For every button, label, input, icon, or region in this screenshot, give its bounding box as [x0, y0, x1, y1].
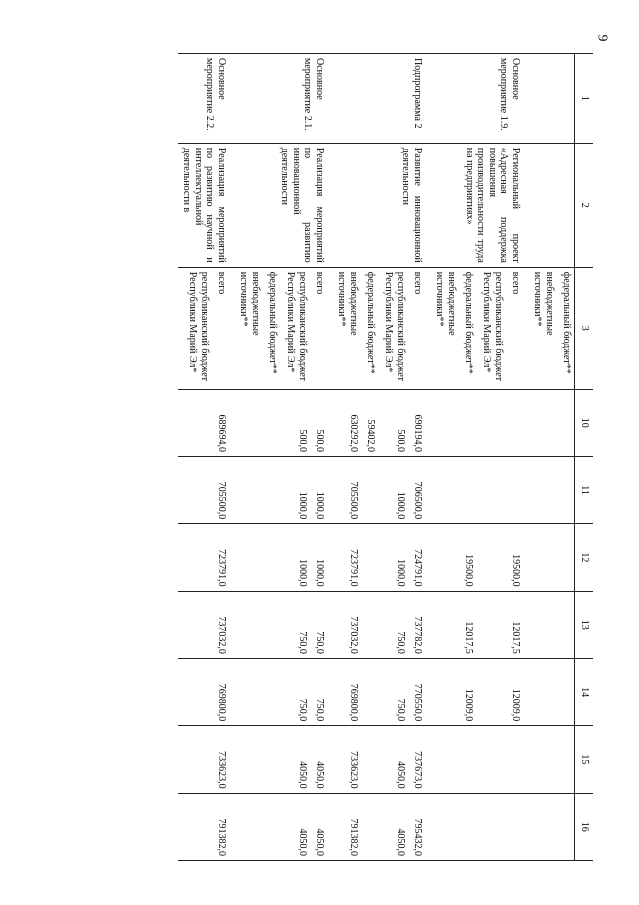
value: 4050,0	[314, 761, 325, 789]
value	[504, 798, 521, 856]
table-row	[229, 54, 327, 861]
value	[359, 528, 376, 586]
value: 4050,0	[297, 761, 308, 789]
value-cell-col-16	[327, 793, 425, 860]
value-cell-col-14	[229, 658, 327, 725]
value	[359, 798, 376, 856]
value: 1000,0	[314, 559, 325, 587]
value-cell-col-15	[178, 726, 229, 793]
value-cell-col-15	[327, 726, 425, 793]
value	[261, 730, 278, 788]
funding-source-label: федеральный бюджет**	[463, 271, 474, 374]
value	[525, 596, 555, 654]
value	[427, 663, 457, 721]
row-label: Основное мероприятие 2.2.	[178, 54, 229, 144]
row-label: Основное мероприятие 2.1.	[229, 54, 327, 144]
value	[261, 798, 278, 856]
value	[231, 798, 261, 856]
value	[525, 663, 555, 721]
column-header-1: 1	[575, 54, 594, 144]
value	[474, 394, 504, 452]
column-header-12: 12	[575, 524, 594, 591]
value-cell-col-13	[229, 591, 327, 658]
value	[474, 798, 504, 856]
value: 705500,0	[216, 481, 227, 520]
value-cell-col-10	[178, 389, 229, 456]
value-cell-col-11	[327, 456, 425, 523]
column-header-15: 15	[575, 726, 594, 793]
value	[474, 596, 504, 654]
value: 630292,0	[348, 414, 359, 452]
funding-sources	[327, 267, 425, 389]
funding-sources	[178, 267, 229, 389]
value	[231, 663, 261, 721]
value	[180, 596, 210, 654]
value: 769800,0	[216, 683, 227, 722]
column-header-10: 10	[575, 389, 594, 456]
value: 723791,0	[216, 549, 227, 587]
value	[525, 528, 555, 586]
value-cell-col-12	[523, 524, 575, 591]
value: 737032,0	[216, 616, 227, 654]
value-cell-col-15	[425, 726, 523, 793]
value-cell-col-10	[523, 389, 575, 456]
value-cell-col-13	[178, 591, 229, 658]
value	[474, 663, 504, 721]
funding-source-label: республиканский бюджет Республики Марий Эл*	[187, 271, 210, 382]
table-row	[425, 54, 523, 861]
value: 750,0	[297, 631, 308, 654]
value: 770550,0	[412, 683, 423, 722]
value: 706500,0	[412, 481, 423, 520]
funding-source-label: федеральный бюджет**	[267, 271, 278, 374]
value: 4050,0	[297, 828, 308, 856]
value: 791382,0	[216, 818, 227, 856]
column-header-16: 16	[575, 793, 594, 860]
funding-source-label: внебюджетные источники**	[238, 271, 261, 336]
value: 12009,0	[510, 688, 521, 722]
value: 689694,0	[216, 414, 227, 452]
value-cell-col-11	[178, 456, 229, 523]
value	[231, 596, 261, 654]
value	[555, 663, 572, 721]
value-cell-col-16	[178, 793, 229, 860]
value: 12017,5	[510, 621, 521, 654]
row-description: Региональный проект «Адресная поддержка повышения производительности труда на предприятиях»	[425, 143, 523, 267]
value: 750,0	[314, 698, 325, 722]
value-cell-col-15	[229, 726, 327, 793]
value: 1000,0	[395, 491, 406, 520]
value-cell-col-16	[229, 793, 327, 860]
value	[504, 461, 521, 519]
funding-source-label: республиканский бюджет Республики Марий Эл*	[285, 271, 308, 382]
value	[525, 394, 555, 452]
value: 795432,0	[412, 818, 423, 856]
value	[474, 461, 504, 519]
funding-source-label: внебюджетные источники**	[532, 271, 555, 336]
value-cell-col-11	[523, 456, 575, 523]
value	[525, 730, 555, 788]
value	[261, 394, 278, 452]
funding-sources	[229, 267, 327, 389]
row-description: Реализация мероприятий по развитию научной и интеллектуальной деятельности в	[178, 143, 229, 267]
column-header-13: 13	[575, 591, 594, 658]
value: 737032,0	[348, 616, 359, 654]
value	[231, 461, 261, 519]
funding-source-label: внебюджетные источники**	[336, 271, 359, 336]
budget-table-rotated	[113, 53, 593, 861]
value: 769800,0	[348, 683, 359, 722]
value-cell-col-12	[425, 524, 523, 591]
row-label: Подпрограмма 2	[327, 54, 425, 144]
value	[427, 461, 457, 519]
budget-table	[178, 53, 593, 861]
funding-source-label: республиканский бюджет Республики Марий Эл*	[481, 271, 504, 382]
value-cell-col-13	[425, 591, 523, 658]
value-cell-col-10	[425, 389, 523, 456]
value-cell-col-11	[425, 456, 523, 523]
value: 1000,0	[314, 491, 325, 520]
value-cell-col-14	[425, 658, 523, 725]
value	[231, 394, 261, 452]
value-cell-col-16	[425, 793, 523, 860]
funding-sources	[523, 267, 575, 389]
value-cell-col-10	[229, 389, 327, 456]
value: 500,0	[395, 429, 406, 452]
value-cell-col-12	[178, 524, 229, 591]
value	[359, 730, 376, 788]
row-label	[523, 54, 575, 144]
value	[231, 730, 261, 788]
value: 750,0	[297, 698, 308, 722]
value	[261, 663, 278, 721]
value: 737782,0	[412, 616, 423, 654]
value	[427, 798, 457, 856]
value: 750,0	[395, 698, 406, 722]
value: 723791,0	[348, 549, 359, 587]
table-body	[178, 54, 575, 861]
value: 750,0	[314, 631, 325, 654]
value: 19500,0	[510, 554, 521, 587]
value	[180, 461, 210, 519]
funding-source-label: всего	[216, 271, 227, 295]
value	[555, 461, 572, 519]
value: 733623,0	[348, 751, 359, 789]
value	[231, 528, 261, 586]
value: 12017,5	[463, 621, 474, 654]
funding-sources	[425, 267, 523, 389]
value	[474, 730, 504, 788]
value	[427, 528, 457, 586]
value: 59402,0	[365, 419, 376, 452]
value	[427, 394, 457, 452]
value	[261, 596, 278, 654]
funding-source-label: всего	[314, 271, 325, 295]
value: 12009,0	[463, 688, 474, 722]
header-row	[575, 54, 594, 861]
value-cell-col-12	[327, 524, 425, 591]
column-header-11: 11	[575, 456, 594, 523]
value: 690194,0	[412, 414, 423, 452]
value: 791382,0	[348, 818, 359, 856]
value-cell-col-16	[523, 793, 575, 860]
value: 1000,0	[395, 559, 406, 587]
table-row	[327, 54, 425, 861]
value: 737673,0	[412, 751, 423, 789]
value	[180, 663, 210, 721]
value	[555, 596, 572, 654]
value-cell-col-13	[327, 591, 425, 658]
table-row	[178, 54, 229, 861]
value: 1000,0	[297, 559, 308, 587]
value: 733623,0	[216, 751, 227, 789]
value	[457, 461, 474, 519]
value-cell-col-12	[229, 524, 327, 591]
value	[427, 730, 457, 788]
value	[261, 528, 278, 586]
value-cell-col-13	[523, 591, 575, 658]
column-header-2: 2	[575, 143, 594, 267]
funding-source-label: всего	[412, 271, 423, 295]
value-cell-col-10	[327, 389, 425, 456]
value	[525, 461, 555, 519]
row-description: Реализация мероприятий по развитию инновационной деятельности	[229, 143, 327, 267]
row-description	[523, 143, 575, 267]
value	[180, 798, 210, 856]
value-cell-col-14	[327, 658, 425, 725]
value-cell-col-11	[229, 456, 327, 523]
value	[359, 596, 376, 654]
value	[555, 730, 572, 788]
value	[180, 528, 210, 586]
table-row	[523, 54, 575, 861]
value	[504, 394, 521, 452]
funding-source-label: республиканский бюджет Республики Марий Эл*	[383, 271, 406, 382]
value	[359, 461, 376, 519]
value: 1000,0	[297, 491, 308, 520]
value	[359, 663, 376, 721]
value	[474, 528, 504, 586]
value-cell-col-14	[523, 658, 575, 725]
funding-source-label: всего	[510, 271, 521, 295]
value	[457, 730, 474, 788]
value	[525, 798, 555, 856]
funding-source-label: федеральный бюджет**	[561, 271, 572, 374]
value	[180, 730, 210, 788]
value: 750,0	[395, 631, 406, 654]
value: 4050,0	[395, 761, 406, 789]
value	[261, 461, 278, 519]
value	[457, 394, 474, 452]
value	[457, 798, 474, 856]
value	[504, 730, 521, 788]
value: 500,0	[314, 429, 325, 452]
value	[555, 528, 572, 586]
funding-source-label: внебюджетные источники**	[434, 271, 457, 336]
value	[555, 394, 572, 452]
value: 500,0	[297, 429, 308, 452]
value: 4050,0	[395, 828, 406, 856]
row-description: Развитие инновационной деятельности	[327, 143, 425, 267]
page-number: 9	[594, 34, 610, 42]
value	[180, 394, 210, 452]
value-cell-col-15	[523, 726, 575, 793]
column-header-14: 14	[575, 658, 594, 725]
column-header-3: 3	[575, 267, 594, 389]
value: 19500,0	[463, 554, 474, 587]
value: 705500,0	[348, 481, 359, 520]
value-cell-col-14	[178, 658, 229, 725]
row-label: Основное мероприятие 1.9.	[425, 54, 523, 144]
value	[427, 596, 457, 654]
funding-source-label: федеральный бюджет**	[365, 271, 376, 374]
value	[555, 798, 572, 856]
value: 4050,0	[314, 828, 325, 856]
value: 724791,0	[412, 549, 423, 587]
